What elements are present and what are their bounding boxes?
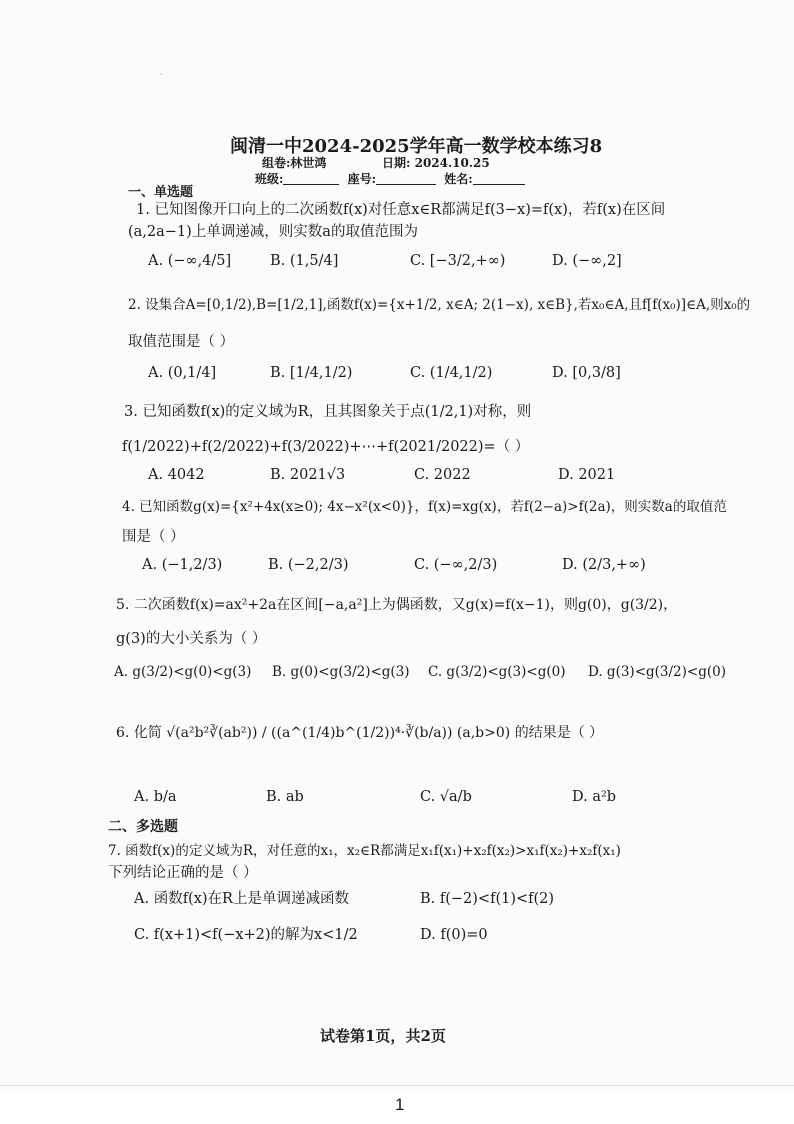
question-7-line-1: 7. 函数f(x)的定义域为R，对任意的x₁，x₂∈R都满足x₁f(x₁)+x₂f(x₂)>x₁f(x₂)+x₂f(x₁) xyxy=(108,843,621,859)
question-3-option-a: A. 4042 xyxy=(148,467,205,483)
question-4-option-b: B. (−2,2/3) xyxy=(268,557,349,573)
question-4-option-d: D. (2/3,+∞) xyxy=(562,557,646,573)
class-blank[interactable] xyxy=(283,172,339,185)
question-5-option-d: D. g(3)<g(3/2)<g(0) xyxy=(588,664,726,680)
question-7-option-b: B. f(−2)<f(1)<f(2) xyxy=(420,891,555,907)
question-6-option-d: D. a²b xyxy=(572,789,617,805)
question-3-option-c: C. 2022 xyxy=(414,467,471,483)
seat-blank[interactable] xyxy=(376,172,436,185)
question-7-option-d: D. f(0)=0 xyxy=(420,927,488,943)
exam-date: 日期: 2024.10.25 xyxy=(382,156,490,170)
page-title: 闽清一中2024-2025学年高一数学校本练习8 xyxy=(230,136,603,157)
question-5-option-c: C. g(3/2)<g(3)<g(0) xyxy=(428,664,566,680)
page-number: 1 xyxy=(395,1095,405,1114)
question-1-option-d: D. (−∞,2] xyxy=(552,253,622,269)
question-2-line-1: 2. 设集合A=[0,1/2),B=[1/2,1],函数f(x)={x+1/2, x∈A; 2(1−x), x∈B},若x₀∈A,且f[f(x₀)]∈A,则x₀的 xyxy=(128,297,751,313)
question-4-option-c: C. (−∞,2/3) xyxy=(414,557,498,573)
scan-speck: · xyxy=(160,70,163,80)
section-single-choice: 一、单选题 xyxy=(128,185,194,200)
question-3-option-b: B. 2021√3 xyxy=(270,467,346,483)
question-7-line-2: 下列结论正确的是（ ） xyxy=(108,865,258,881)
question-1-line-2: (a,2a−1)上单调递减，则实数a的取值范围为 xyxy=(128,224,418,240)
name-blank[interactable] xyxy=(473,172,525,185)
name-label: 姓名: xyxy=(444,172,473,186)
question-6-option-a: A. b/a xyxy=(134,789,177,805)
question-1-option-a: A. (−∞,4/5] xyxy=(148,253,232,269)
question-4-option-a: A. (−1,2/3) xyxy=(142,557,223,573)
question-3-option-d: D. 2021 xyxy=(558,467,616,483)
class-label: 班级: xyxy=(255,172,284,186)
question-4-line-1: 4. 已知函数g(x)={x²+4x(x≥0); 4x−x²(x<0)}，f(x)=xg(x)，若f(2−a)>f(2a)，则实数a的取值范 xyxy=(122,499,727,515)
question-5-line-1: 5. 二次函数f(x)=ax²+2a在区间[−a,a²]上为偶函数，又g(x)=f(x−1)，则g(0)，g(3/2)， xyxy=(116,597,678,613)
question-7-option-a: A. 函数f(x)在R上是单调递减函数 xyxy=(134,891,349,907)
question-6-option-c: C. √a/b xyxy=(420,789,472,805)
question-6-option-b: B. ab xyxy=(266,789,304,805)
section-multiple-choice: 二、多选题 xyxy=(108,819,178,835)
question-2-option-a: A. (0,1/4] xyxy=(148,365,217,381)
question-2-option-c: C. (1/4,1/2) xyxy=(410,365,493,381)
question-5-option-b: B. g(0)<g(3/2)<g(3) xyxy=(272,664,410,680)
page-footer: 试卷第1页，共2页 xyxy=(320,1027,446,1045)
question-5-line-2: g(3)的大小关系为（ ） xyxy=(116,631,267,647)
question-2-option-b: B. [1/4,1/2) xyxy=(270,365,353,381)
question-6-line-1: 6. 化简 √(a²b²∛(ab²)) / ((a^(1/4)b^(1/2))⁴·∛(b/a)) (a,b>0) 的结果是（ ） xyxy=(116,725,604,741)
question-3-line-1: 3. 已知函数f(x)的定义域为R，且其图象关于点(1/2,1)对称，则 xyxy=(124,404,532,420)
student-info-row xyxy=(255,170,529,188)
question-3-line-2: f(1/2022)+f(2/2022)+f(3/2022)+⋯+f(2021/2022)=（ ） xyxy=(122,439,530,455)
question-1-line-1: 1. 已知图像开口向上的二次函数f(x)对任意x∈R都满足f(3−x)=f(x)，若f(x)在区间 xyxy=(136,202,666,218)
question-4-line-2: 围是（ ） xyxy=(122,529,185,545)
seat-label: 座号: xyxy=(347,172,377,186)
question-2-option-d: D. [0,3/8] xyxy=(552,365,621,381)
question-1-option-c: C. [−3/2,+∞) xyxy=(410,253,506,269)
group-author: 组卷:林世鸿 xyxy=(262,156,327,170)
question-5-option-a: A. g(3/2)<g(0)<g(3) xyxy=(114,664,252,680)
question-2-line-2: 取值范围是（ ） xyxy=(128,334,235,350)
question-1-option-b: B. (1,5/4] xyxy=(270,253,339,269)
question-7-option-c: C. f(x+1)<f(−x+2)的解为x<1/2 xyxy=(134,927,358,943)
